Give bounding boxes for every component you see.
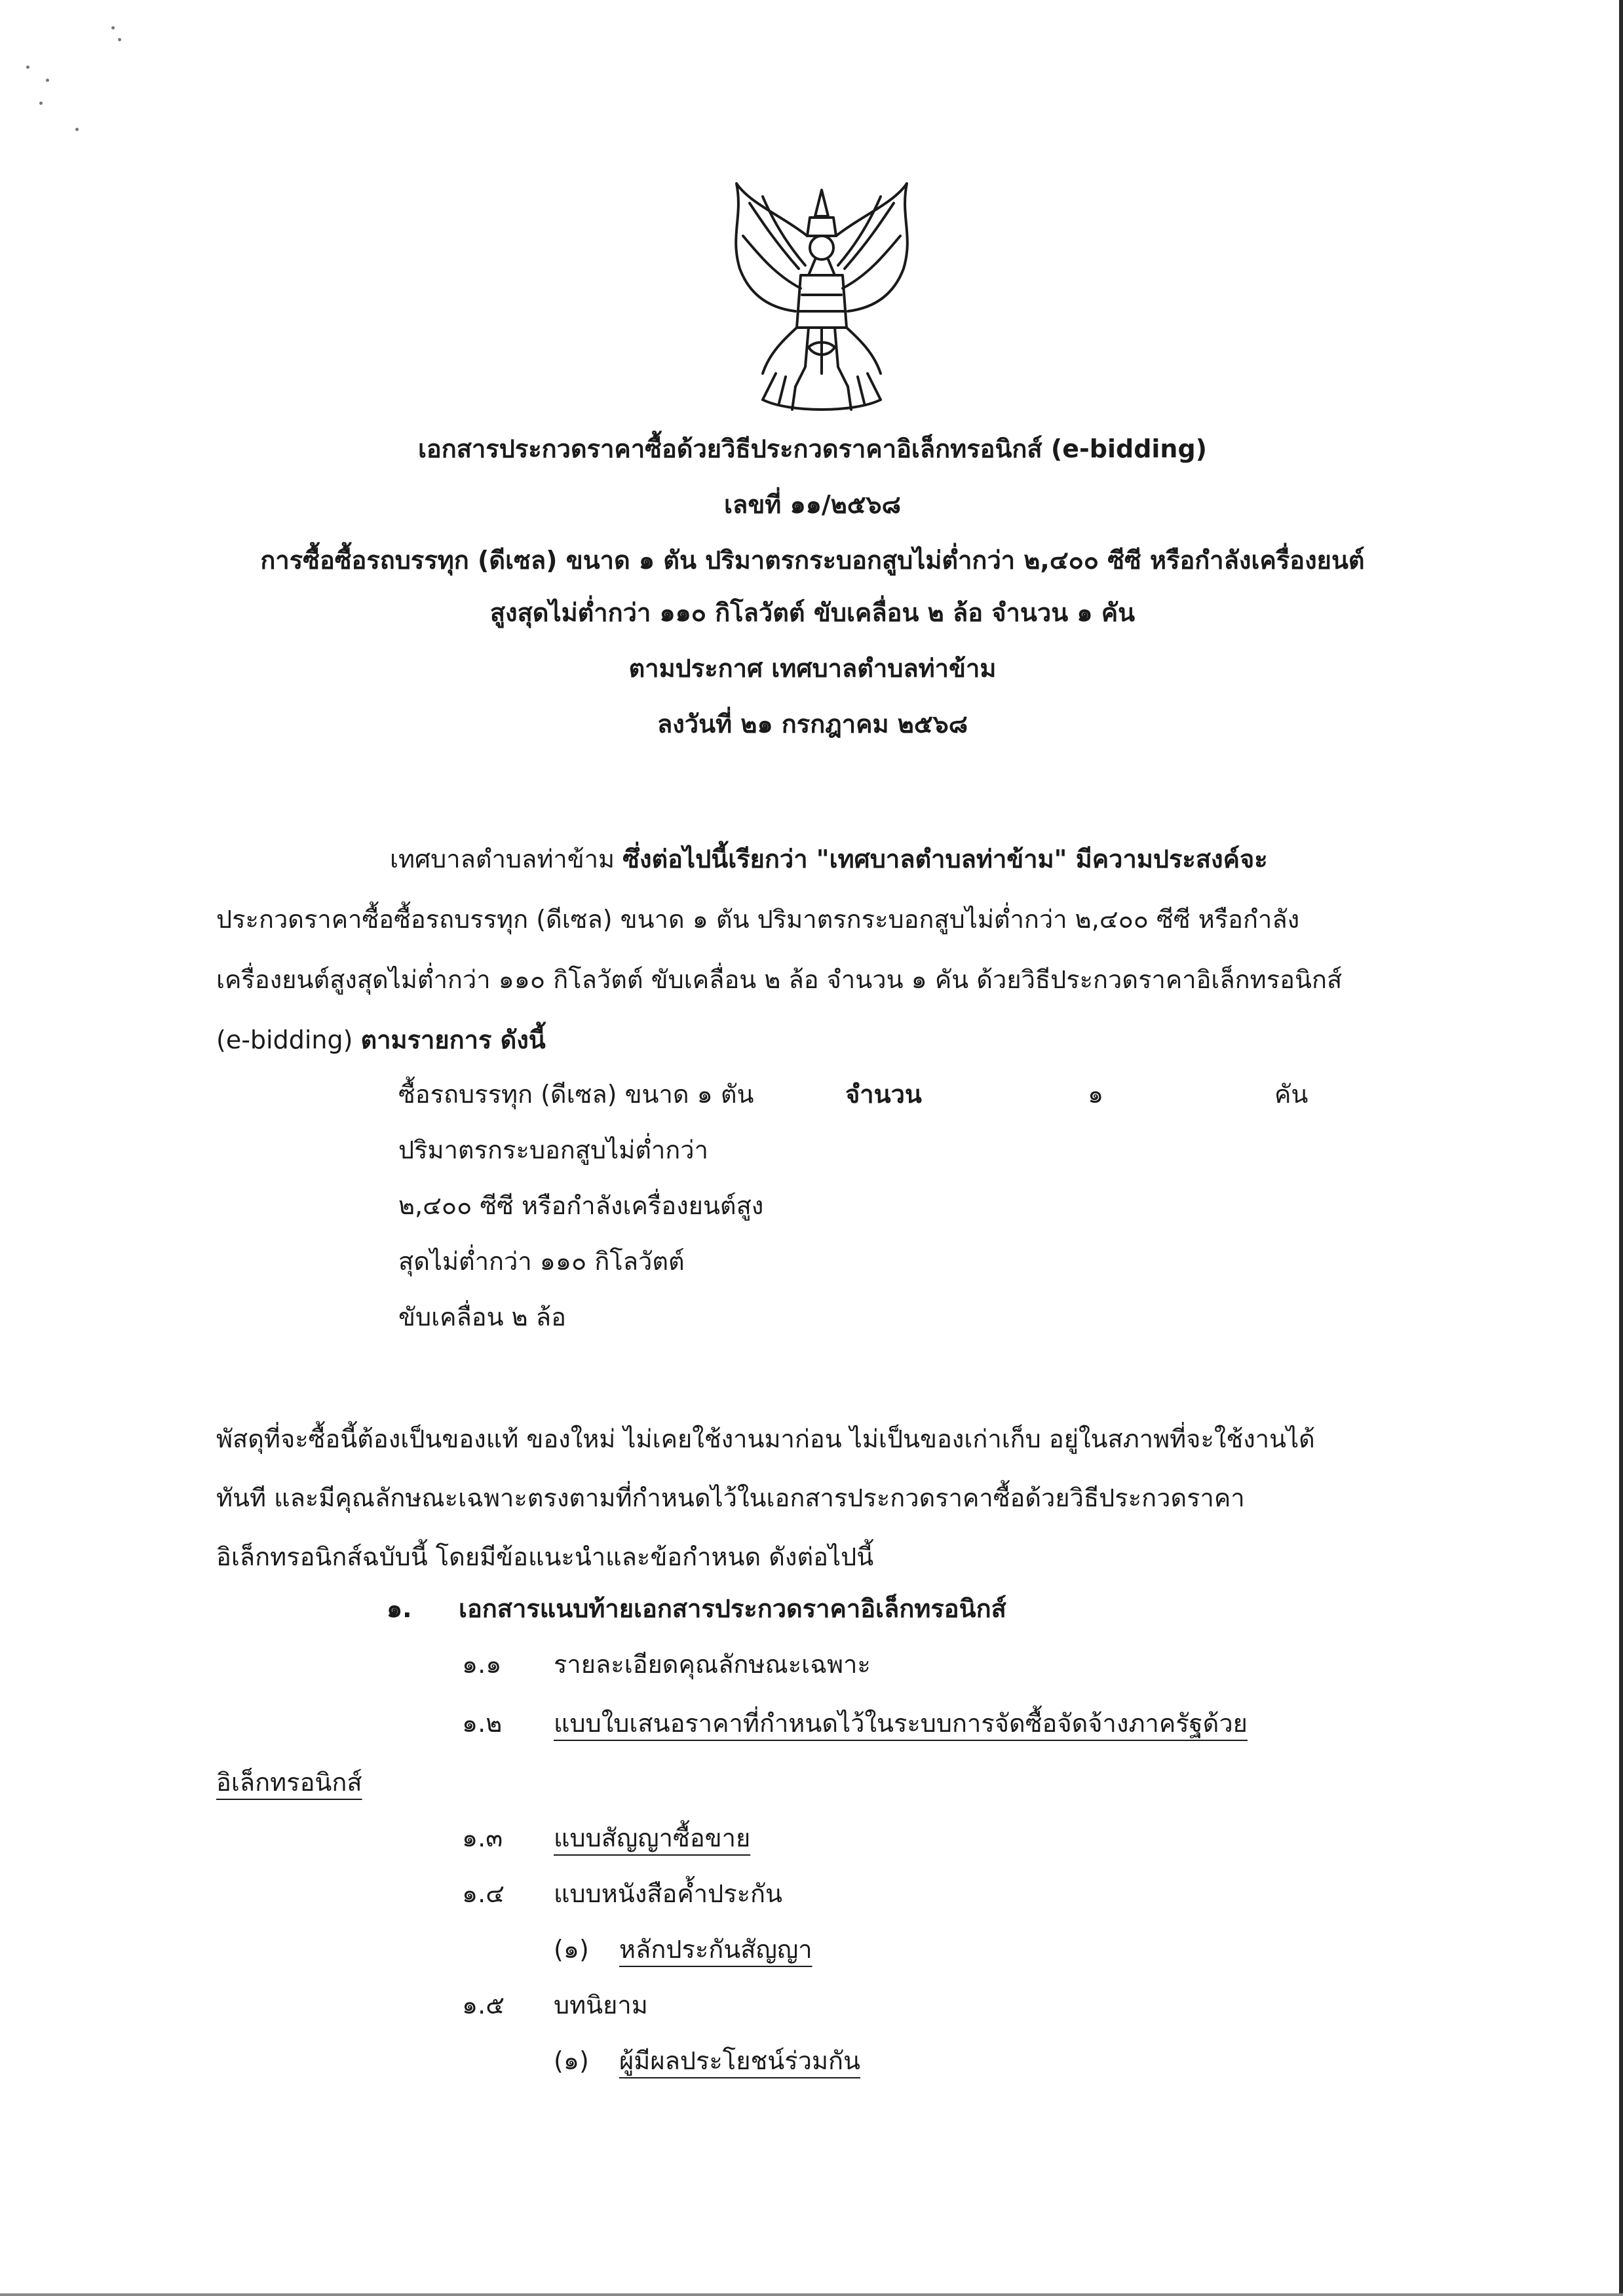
section-1-2-number: ๑.๒	[462, 1709, 503, 1738]
section-1-4-number: ๑.๔	[462, 1879, 505, 1908]
item-qty-label: จำนวน	[845, 1080, 922, 1109]
announcement-date: ลงวันที่ ๒๑ กรกฎาคม ๒๕๖๘	[657, 710, 968, 738]
section-1-5-text: บทนิยาม	[554, 1991, 648, 2019]
section-1-5-sub-link[interactable]: ผู้มีผลประโยชน์ร่วมกัน	[619, 2046, 861, 2075]
scan-speck	[46, 79, 49, 82]
conditions-line-3: อิเล็กทรอนิกส์ฉบับนี้ โดยมีข้อแนะนำและข้อกำหนด ดังต่อไปนี้	[216, 1542, 874, 1571]
section-1-4-sub-link[interactable]: หลักประกันสัญญา	[619, 1935, 812, 1964]
announcement-line: ตามประกาศ เทศบาลตำบลท่าข้าม	[628, 654, 997, 683]
section-1-5-number: ๑.๕	[462, 1991, 505, 2019]
subject-line-1: การซื้อซื้อรถบรรทุก (ดีเซล) ขนาด ๑ ตัน ปริมาตรกระบอกสูบไม่ต่ำกว่า ๒,๔๐๐ ซีซี หรือกำลังเครื่องยนต์	[260, 546, 1365, 575]
intro-line-3: เครื่องยนต์สูงสุดไม่ต่ำกว่า ๑๑๐ กิโลวัตต์ ขับเคลื่อน ๒ ล้อ จำนวน ๑ คัน ด้วยวิธีประกวดราคาอิเล็กทรอนิกส์	[216, 965, 1343, 994]
section-1-1-text: รายละเอียดคุณลักษณะเฉพาะ	[554, 1650, 871, 1679]
conditions-line-1: พัสดุที่จะซื้อนี้ต้องเป็นของแท้ ของใหม่ ไม่เคยใช้งานมาก่อน ไม่เป็นของเก่าเก็บ อยู่ในสภาพที่จะใช้งานได้	[216, 1425, 1315, 1453]
intro-line-2: ประกวดราคาซื้อซื้อรถบรรทุก (ดีเซล) ขนาด ๑ ตัน ปริมาตรกระบอกสูบไม่ต่ำกว่า ๒,๔๐๐ ซีซี หรือกำลัง	[216, 905, 1300, 934]
section-1-number: ๑.	[387, 1594, 412, 1623]
section-1-3-number: ๑.๓	[462, 1824, 503, 1852]
item-desc-4: สุดไม่ต่ำกว่า ๑๑๐ กิโลวัตต์	[398, 1247, 685, 1276]
section-1-4-text: แบบหนังสือค้ำประกัน	[554, 1879, 783, 1908]
item-desc-3: ๒,๔๐๐ ซีซี หรือกำลังเครื่องยนต์สูง	[398, 1191, 764, 1220]
section-1-3-link[interactable]: แบบสัญญาซื้อขาย	[554, 1824, 751, 1852]
item-desc-5: ขับเคลื่อน ๒ ล้อ	[398, 1303, 566, 1331]
scan-speck	[39, 102, 43, 105]
intro-line-1-bold: ซึ่งต่อไปนี้เรียกว่า "เทศบาลตำบลท่าข้าม" มีความประสงค์จะ	[622, 845, 1268, 873]
section-1-2-link[interactable]: แบบใบเสนอราคาที่กำหนดไว้ในระบบการจัดซื้อจัดจ้างภาครัฐด้วย	[554, 1709, 1248, 1738]
scan-speck	[26, 66, 29, 69]
document-number: เลขที่ ๑๑/๒๕๖๘	[724, 490, 901, 519]
garuda-emblem	[723, 177, 920, 419]
section-1-1-number: ๑.๑	[462, 1650, 502, 1679]
conditions-line-2: ทันที และมีคุณลักษณะเฉพาะตรงตามที่กำหนดไว้ในเอกสารประกวดราคาซื้อด้วยวิธีประกวดราคา	[216, 1483, 1245, 1512]
intro-line-4-bold: ตามรายการ ดังนี้	[360, 1025, 546, 1054]
intro-line-4-ebid: (e-bidding)	[216, 1025, 361, 1054]
section-1-title: เอกสารแนบท้ายเอกสารประกวดราคาอิเล็กทรอนิกส์	[459, 1594, 1006, 1623]
scan-edge-right	[1619, 0, 1623, 2296]
section-1-2-link-cont[interactable]: อิเล็กทรอนิกส์	[216, 1768, 362, 1797]
scan-speck	[111, 26, 115, 29]
document-title: เอกสารประกวดราคาซื้อด้วยวิธีประกวดราคาอิเล็กทรอนิกส์ (e-bidding)	[417, 434, 1208, 463]
item-unit: คัน	[1274, 1080, 1308, 1109]
intro-line-4	[216, 1010, 1455, 1070]
section-1-5-sub-number: (๑)	[554, 2046, 589, 2075]
item-desc-1: ซื้อรถบรรทุก (ดีเซล) ขนาด ๑ ตัน	[398, 1080, 754, 1109]
item-qty: ๑	[1088, 1080, 1104, 1109]
section-1-4-sub-number: (๑)	[554, 1935, 589, 1964]
scan-edge-bottom	[0, 2293, 1623, 2296]
scan-speck	[118, 38, 121, 41]
item-desc-2: ปริมาตรกระบอกสูบไม่ต่ำกว่า	[398, 1136, 708, 1164]
scan-speck	[75, 128, 79, 131]
subject-line-2: สูงสุดไม่ต่ำกว่า ๑๑๐ กิโลวัตต์ ขับเคลื่อน ๒ ล้อ จำนวน ๑ คัน	[489, 598, 1136, 627]
intro-line-1	[390, 829, 1623, 889]
intro-line-1-org: เทศบาลตำบลท่าข้าม	[390, 845, 623, 873]
